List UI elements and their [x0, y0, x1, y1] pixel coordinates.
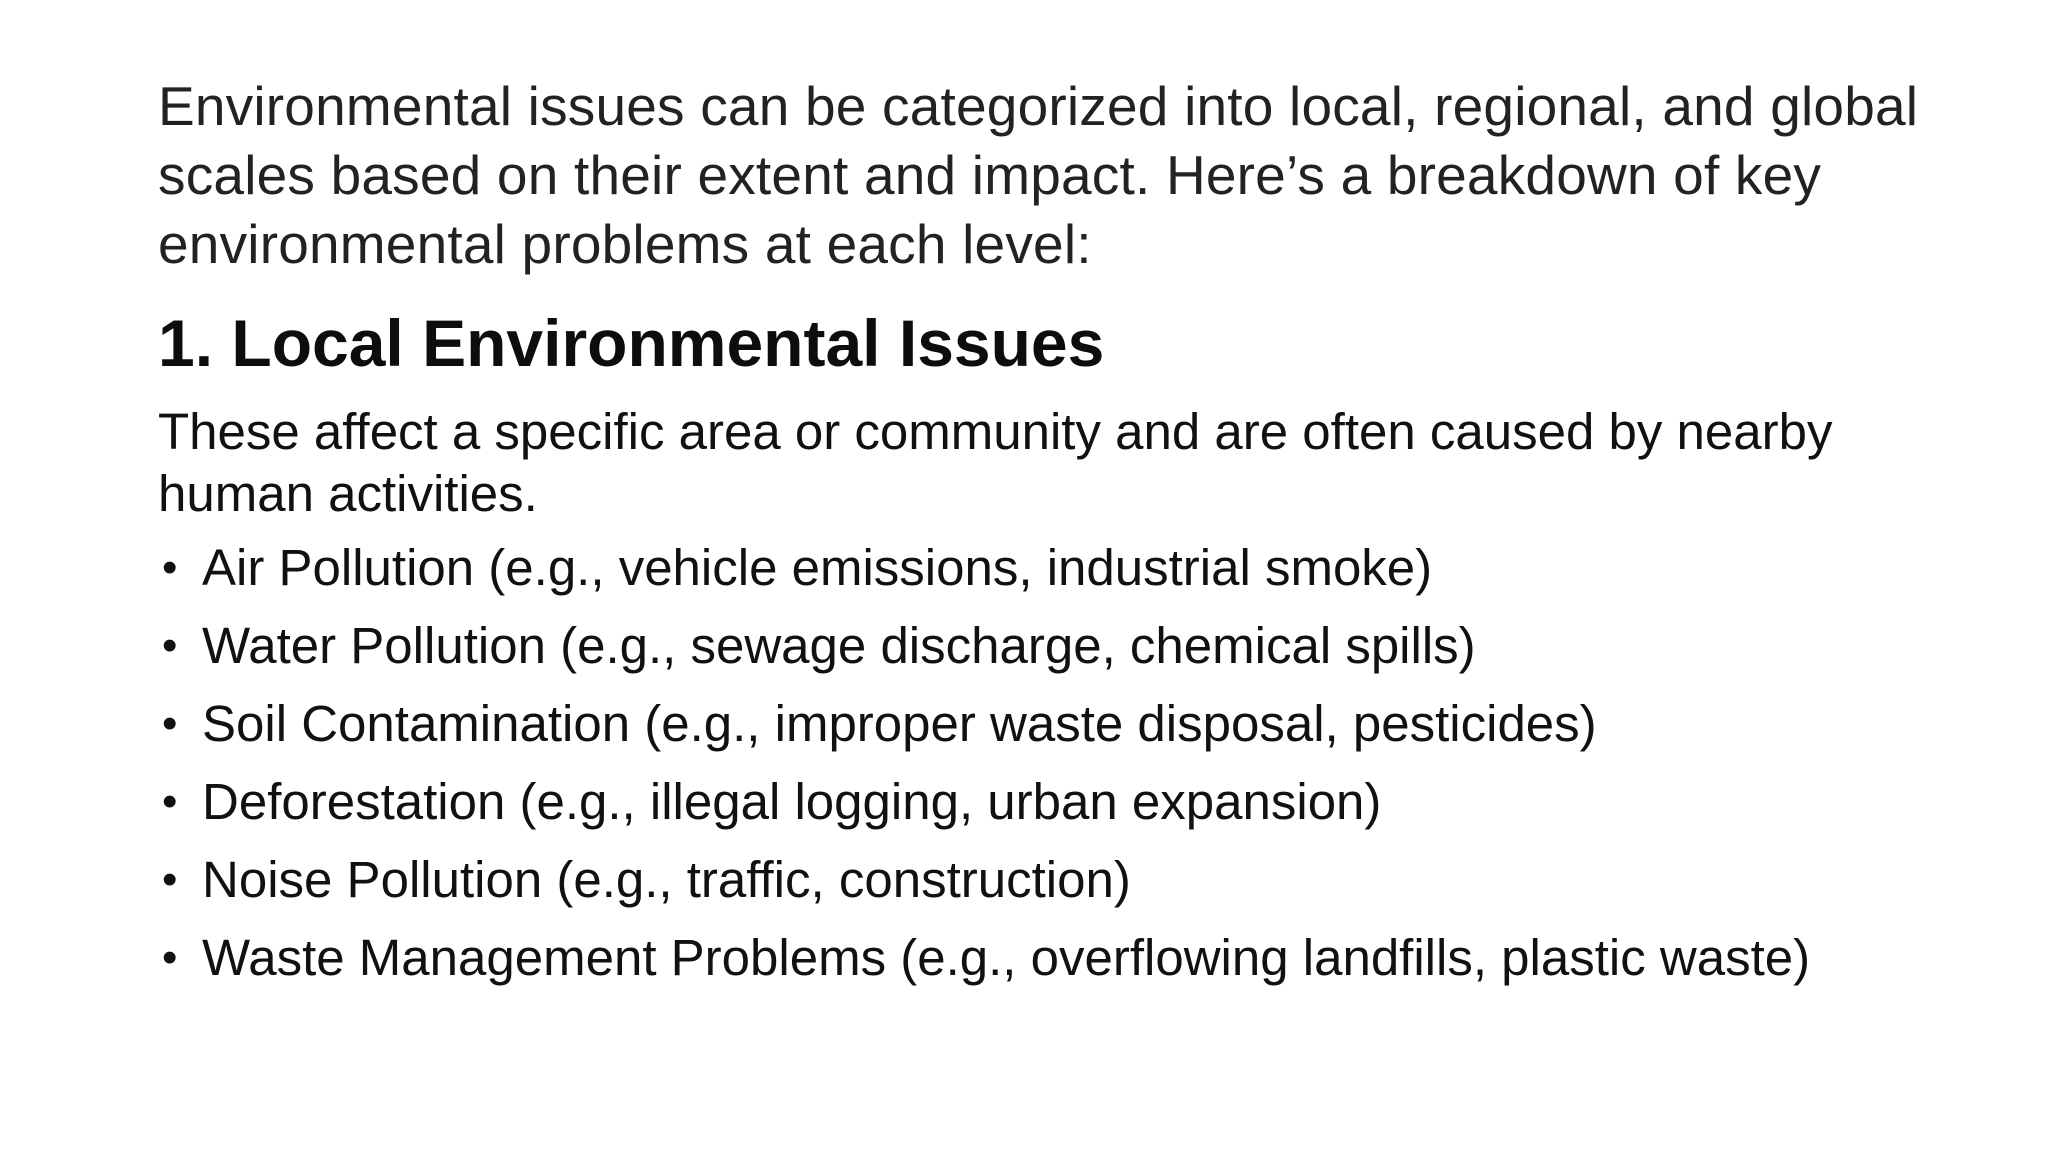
list-item: [158, 927, 1938, 989]
list-item-text: Deforestation (e.g., illegal logging, urban expansion): [202, 773, 1382, 830]
intro-paragraph: Environmental issues can be categorized into local, regional, and global scales based on their extent and impact. Here’s a breakdown of key environmental problems at each level:: [158, 75, 1919, 275]
bullet-icon: •: [162, 621, 178, 670]
list-item-text: Noise Pollution (e.g., traffic, construction): [202, 851, 1131, 908]
list-item: [158, 849, 1938, 911]
list-item: [158, 693, 1938, 755]
list-item: [158, 537, 1938, 599]
bullet-icon: •: [162, 777, 178, 826]
bullet-icon: •: [162, 543, 178, 592]
list-item: [158, 615, 1938, 677]
bullet-icon: •: [162, 699, 178, 748]
section-description: These affect a specific area or community and are often caused by nearby human activities.: [158, 403, 1833, 522]
bullet-icon: •: [162, 933, 178, 982]
slide-content: [158, 72, 1938, 1005]
list-item-text: Water Pollution (e.g., sewage discharge, chemical spills): [202, 617, 1476, 674]
list-item-text: Soil Contamination (e.g., improper waste disposal, pesticides): [202, 695, 1597, 752]
list-item-text: Air Pollution (e.g., vehicle emissions, industrial smoke): [202, 539, 1433, 596]
section-heading: 1. Local Environmental Issues: [158, 306, 1105, 380]
list-item-text: Waste Management Problems (e.g., overflowing landfills, plastic waste): [202, 929, 1811, 986]
list-item: [158, 771, 1938, 833]
bullet-list: [158, 537, 1938, 989]
bullet-icon: •: [162, 855, 178, 904]
